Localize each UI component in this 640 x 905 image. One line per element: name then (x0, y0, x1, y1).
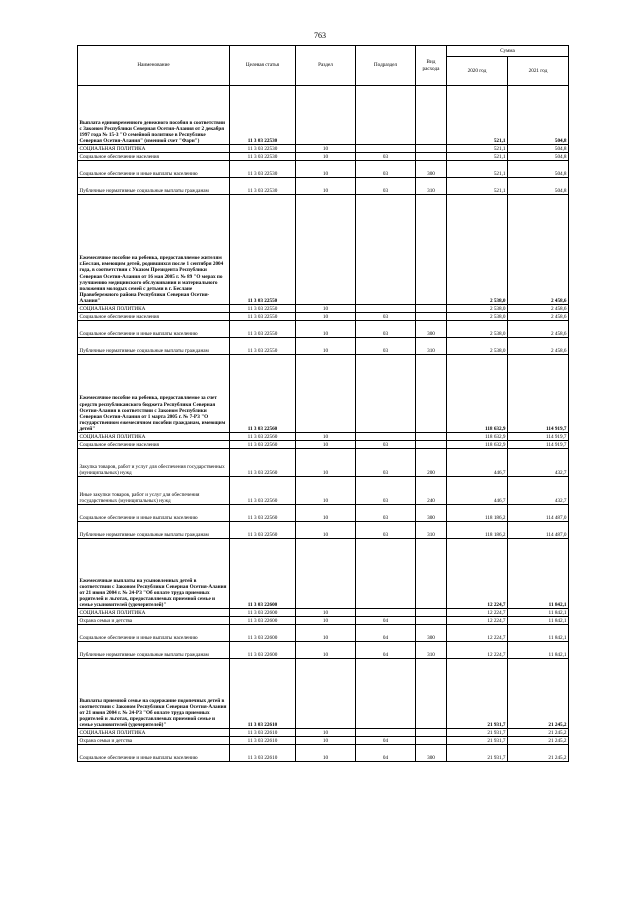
page-number: 763 (314, 31, 326, 40)
amount-2021-cell: 2 458,6 (508, 338, 569, 355)
name-cell: Закупка товаров, работ и услуг для обеспечения государственных (муниципальных) нужд (78, 449, 230, 477)
amount-2020-cell: 118 186,2 (447, 522, 508, 539)
amount-2020-cell: 118 632,9 (447, 441, 508, 449)
table-row (78, 86, 569, 145)
expense-type-cell (416, 539, 447, 609)
amount-2020-cell: 2 538,0 (447, 338, 508, 355)
amount-2020-cell: 12 224,7 (447, 642, 508, 659)
table-row (78, 505, 569, 522)
section-cell: 10 (296, 433, 356, 441)
section-cell: 10 (296, 145, 356, 153)
subsection-cell (356, 145, 416, 153)
subsection-cell (356, 609, 416, 617)
table-row (78, 305, 569, 313)
subsection-cell: 03 (356, 477, 416, 505)
budget-table (77, 45, 569, 762)
target-cell: 11 3 03 22610 (230, 737, 296, 745)
name-cell: Выплаты приемной семье на содержание подопечных детей в соответствии с Законом Республики Северная Осетия-Алания от 21 июня 2004 г. № 24-РЗ "Об оплате труда приемных родителей и льготах, предоставляемых приемной семье и семье усыновителей (удочерителей)" (78, 659, 230, 729)
target-cell: 11 3 03 22560 (230, 522, 296, 539)
name-cell: Ежемесячное пособие на ребенка, предоставляемое жителям г.Беслан, имеющим детей, родившихся после 1 сентября 2004 года, в соответствии с Указом Президента Республики Северная Осетия-Алания от 16 мая 2005 г. № 89 "О мерах по улучшению медицинского обслуживания и материального положения молодых семей с детьми в г. Беслане Правобережного района Республики Северная Осетия-Алания" (78, 195, 230, 305)
name-cell: Охрана семьи и детства (78, 737, 230, 745)
section-cell: 10 (296, 609, 356, 617)
amount-2020-cell: 2 538,0 (447, 305, 508, 313)
amount-2020-cell: 12 224,7 (447, 539, 508, 609)
table-row (78, 659, 569, 729)
target-cell: 11 3 03 22530 (230, 178, 296, 195)
name-cell: Выплата единовременного денежного пособия в соответствии с Законом Республики Северная Осетия-Алания от 2 декабря 1997 года № 15-З "О семейной политике в Республике Северная Осетия-Алания" (именной счет "Фарн") (78, 86, 230, 145)
target-cell: 11 3 03 22560 (230, 449, 296, 477)
target-cell: 11 3 03 22560 (230, 355, 296, 433)
table-row (78, 625, 569, 642)
subsection-cell: 03 (356, 313, 416, 321)
name-cell: Публичные нормативные социальные выплаты гражданам (78, 522, 230, 539)
section-cell: 10 (296, 625, 356, 642)
name-cell: Социальное обеспечение и иные выплаты населению (78, 625, 230, 642)
subsection-cell: 03 (356, 505, 416, 522)
target-cell: 11 3 03 22600 (230, 539, 296, 609)
table-row (78, 609, 569, 617)
subsection-cell: 03 (356, 522, 416, 539)
subsection-cell: 03 (356, 153, 416, 161)
subsection-cell: 03 (356, 178, 416, 195)
section-cell: 10 (296, 313, 356, 321)
section-cell: 10 (296, 305, 356, 313)
amount-2021-cell: 504,8 (508, 153, 569, 161)
name-cell: СОЦИАЛЬНАЯ ПОЛИТИКА (78, 145, 230, 153)
target-cell: 11 3 03 22550 (230, 338, 296, 355)
expense-type-cell (416, 305, 447, 313)
name-cell: Социальное обеспечение и иные выплаты населению (78, 161, 230, 178)
expense-type-cell: 240 (416, 477, 447, 505)
amount-2020-cell: 118 632,9 (447, 355, 508, 433)
target-cell: 11 3 03 22530 (230, 153, 296, 161)
target-cell: 11 3 03 22550 (230, 313, 296, 321)
table-row (78, 617, 569, 625)
expense-type-cell: 310 (416, 178, 447, 195)
section-cell (296, 86, 356, 145)
name-cell: СОЦИАЛЬНАЯ ПОЛИТИКА (78, 609, 230, 617)
table-row (78, 441, 569, 449)
table-row (78, 449, 569, 477)
section-cell: 10 (296, 441, 356, 449)
amount-2020-cell: 446,7 (447, 449, 508, 477)
expense-type-cell (416, 145, 447, 153)
header-target: Целевая статья (230, 46, 296, 86)
amount-2021-cell: 114 919,7 (508, 433, 569, 441)
expense-type-cell: 300 (416, 505, 447, 522)
subsection-cell: 03 (356, 161, 416, 178)
expense-type-cell (416, 86, 447, 145)
subsection-cell: 04 (356, 737, 416, 745)
expense-type-cell: 300 (416, 745, 447, 762)
subsection-cell: 03 (356, 321, 416, 338)
subsection-cell (356, 195, 416, 305)
subsection-cell (356, 86, 416, 145)
amount-2021-cell: 432,7 (508, 477, 569, 505)
section-cell (296, 659, 356, 729)
name-cell: Ежемесячное пособие на ребенка, предоставляемое за счет средств республиканского бюджета Республики Северная Осетия-Алания в соответствии с Законом Республики Северная Осетия-Алания от 1 марта 2005 г. № 7-РЗ "О государственном ежемесячном пособии гражданам, имеющим детей" (78, 355, 230, 433)
table-row (78, 178, 569, 195)
name-cell: СОЦИАЛЬНАЯ ПОЛИТИКА (78, 305, 230, 313)
target-cell: 11 3 03 22600 (230, 642, 296, 659)
header-sum: Сумма (447, 46, 569, 57)
subsection-cell (356, 433, 416, 441)
expense-type-cell (416, 313, 447, 321)
subsection-cell: 03 (356, 449, 416, 477)
table-row (78, 313, 569, 321)
amount-2021-cell: 504,8 (508, 161, 569, 178)
name-cell: Социальное обеспечение и иные выплаты населению (78, 321, 230, 338)
target-cell: 11 3 03 22550 (230, 195, 296, 305)
expense-type-cell (416, 433, 447, 441)
expense-type-cell: 310 (416, 642, 447, 659)
table-body (78, 86, 569, 762)
table-row (78, 338, 569, 355)
name-cell: Социальное обеспечение и иные выплаты населению (78, 505, 230, 522)
expense-type-cell (416, 195, 447, 305)
name-cell: СОЦИАЛЬНАЯ ПОЛИТИКА (78, 729, 230, 737)
subsection-cell (356, 305, 416, 313)
amount-2021-cell: 2 458,6 (508, 305, 569, 313)
table-row (78, 433, 569, 441)
subsection-cell (356, 729, 416, 737)
amount-2020-cell: 521,1 (447, 153, 508, 161)
amount-2020-cell: 21 931,7 (447, 737, 508, 745)
table-row (78, 729, 569, 737)
section-cell: 10 (296, 505, 356, 522)
section-cell: 10 (296, 178, 356, 195)
header-name: Наименование (78, 46, 230, 86)
table-row (78, 539, 569, 609)
header-year-2021: 2021 год (508, 57, 569, 86)
amount-2021-cell: 114 919,7 (508, 441, 569, 449)
section-cell: 10 (296, 153, 356, 161)
section-cell: 10 (296, 449, 356, 477)
amount-2020-cell: 2 538,0 (447, 313, 508, 321)
amount-2020-cell: 521,1 (447, 86, 508, 145)
target-cell: 11 3 03 22610 (230, 659, 296, 729)
amount-2020-cell: 446,7 (447, 477, 508, 505)
name-cell: Социальное обеспечение населения (78, 441, 230, 449)
target-cell: 11 3 03 22550 (230, 305, 296, 313)
amount-2021-cell: 114 919,7 (508, 355, 569, 433)
subsection-cell: 04 (356, 617, 416, 625)
amount-2021-cell: 21 245,2 (508, 737, 569, 745)
amount-2021-cell: 504,8 (508, 145, 569, 153)
amount-2021-cell: 11 842,1 (508, 539, 569, 609)
table-row (78, 737, 569, 745)
amount-2020-cell: 521,1 (447, 145, 508, 153)
section-cell: 10 (296, 617, 356, 625)
name-cell: Охрана семьи и детства (78, 617, 230, 625)
expense-type-cell: 310 (416, 522, 447, 539)
name-cell: Публичные нормативные социальные выплаты гражданам (78, 642, 230, 659)
amount-2020-cell: 118 632,9 (447, 433, 508, 441)
target-cell: 11 3 03 22560 (230, 477, 296, 505)
amount-2020-cell: 521,1 (447, 178, 508, 195)
subsection-cell (356, 659, 416, 729)
name-cell: Социальное обеспечение и иные выплаты населению (78, 745, 230, 762)
target-cell: 11 3 03 22560 (230, 441, 296, 449)
amount-2021-cell: 11 842,1 (508, 617, 569, 625)
subsection-cell (356, 539, 416, 609)
expense-type-cell (416, 729, 447, 737)
amount-2020-cell: 12 224,7 (447, 625, 508, 642)
amount-2021-cell: 11 842,1 (508, 609, 569, 617)
section-cell: 10 (296, 522, 356, 539)
header-section: Раздел (296, 46, 356, 86)
name-cell: Публичные нормативные социальные выплаты гражданам (78, 178, 230, 195)
section-cell: 10 (296, 745, 356, 762)
table-row (78, 477, 569, 505)
expense-type-cell: 300 (416, 161, 447, 178)
amount-2021-cell: 2 458,6 (508, 313, 569, 321)
target-cell: 11 3 03 22530 (230, 161, 296, 178)
table-row (78, 745, 569, 762)
section-cell: 10 (296, 321, 356, 338)
section-cell: 10 (296, 729, 356, 737)
name-cell: Ежемесячные выплаты на усыновленных детей в соответствии с Законом Республики Северная Осетия-Алания от 21 июня 2004 г. № 24-РЗ "Об оплате труда приемных родителей и льготах, предоставляемых приемной семье и семье усыновителей (удочерителей)" (78, 539, 230, 609)
amount-2021-cell: 21 245,2 (508, 745, 569, 762)
amount-2021-cell: 11 842,1 (508, 625, 569, 642)
header-expense-type: Вид расхода (416, 46, 447, 86)
subsection-cell: 04 (356, 642, 416, 659)
header-subsection: Подраздел (356, 46, 416, 86)
amount-2021-cell: 114 487,0 (508, 505, 569, 522)
target-cell: 11 3 03 22530 (230, 145, 296, 153)
subsection-cell: 03 (356, 441, 416, 449)
table-row (78, 153, 569, 161)
table-row (78, 161, 569, 178)
amount-2021-cell: 11 842,1 (508, 642, 569, 659)
target-cell: 11 3 03 22610 (230, 745, 296, 762)
section-cell: 10 (296, 477, 356, 505)
amount-2021-cell: 2 458,6 (508, 195, 569, 305)
table-row (78, 145, 569, 153)
section-cell: 10 (296, 737, 356, 745)
target-cell: 11 3 03 22610 (230, 729, 296, 737)
amount-2021-cell: 2 458,6 (508, 321, 569, 338)
amount-2021-cell: 504,8 (508, 86, 569, 145)
amount-2020-cell: 12 224,7 (447, 617, 508, 625)
amount-2021-cell: 21 245,2 (508, 659, 569, 729)
section-cell (296, 539, 356, 609)
amount-2020-cell: 21 931,7 (447, 659, 508, 729)
name-cell: Социальное обеспечение населения (78, 313, 230, 321)
table-row (78, 321, 569, 338)
expense-type-cell: 300 (416, 625, 447, 642)
section-cell: 10 (296, 338, 356, 355)
target-cell: 11 3 03 22560 (230, 433, 296, 441)
name-cell: Публичные нормативные социальные выплаты гражданам (78, 338, 230, 355)
amount-2020-cell: 118 186,2 (447, 505, 508, 522)
target-cell: 11 3 03 22600 (230, 617, 296, 625)
expense-type-cell: 200 (416, 449, 447, 477)
table-row (78, 642, 569, 659)
target-cell: 11 3 03 22530 (230, 86, 296, 145)
amount-2021-cell: 114 487,0 (508, 522, 569, 539)
amount-2020-cell: 2 538,0 (447, 195, 508, 305)
expense-type-cell (416, 609, 447, 617)
amount-2021-cell: 21 245,2 (508, 729, 569, 737)
table-row (78, 195, 569, 305)
section-cell: 10 (296, 161, 356, 178)
expense-type-cell (416, 737, 447, 745)
target-cell: 11 3 03 22600 (230, 609, 296, 617)
expense-type-cell: 310 (416, 338, 447, 355)
amount-2020-cell: 521,1 (447, 161, 508, 178)
section-cell (296, 355, 356, 433)
amount-2020-cell: 21 931,7 (447, 729, 508, 737)
amount-2021-cell: 504,8 (508, 178, 569, 195)
amount-2020-cell: 12 224,7 (447, 609, 508, 617)
subsection-cell: 04 (356, 625, 416, 642)
table-row (78, 355, 569, 433)
section-cell: 10 (296, 642, 356, 659)
target-cell: 11 3 03 22560 (230, 505, 296, 522)
expense-type-cell (416, 659, 447, 729)
name-cell: СОЦИАЛЬНАЯ ПОЛИТИКА (78, 433, 230, 441)
target-cell: 11 3 03 22550 (230, 321, 296, 338)
amount-2020-cell: 2 538,0 (447, 321, 508, 338)
expense-type-cell (416, 441, 447, 449)
expense-type-cell (416, 355, 447, 433)
table-header (78, 46, 569, 86)
amount-2021-cell: 432,7 (508, 449, 569, 477)
section-cell (296, 195, 356, 305)
subsection-cell (356, 355, 416, 433)
expense-type-cell: 300 (416, 321, 447, 338)
target-cell: 11 3 03 22600 (230, 625, 296, 642)
expense-type-cell (416, 617, 447, 625)
table-row (78, 522, 569, 539)
amount-2020-cell: 21 931,7 (447, 745, 508, 762)
name-cell: Иные закупки товаров, работ и услуг для обеспечения государственных (муниципальных) нужд (78, 477, 230, 505)
header-year-2020: 2020 год (447, 57, 508, 86)
name-cell: Социальное обеспечение населения (78, 153, 230, 161)
expense-type-cell (416, 153, 447, 161)
subsection-cell: 03 (356, 338, 416, 355)
subsection-cell: 04 (356, 745, 416, 762)
